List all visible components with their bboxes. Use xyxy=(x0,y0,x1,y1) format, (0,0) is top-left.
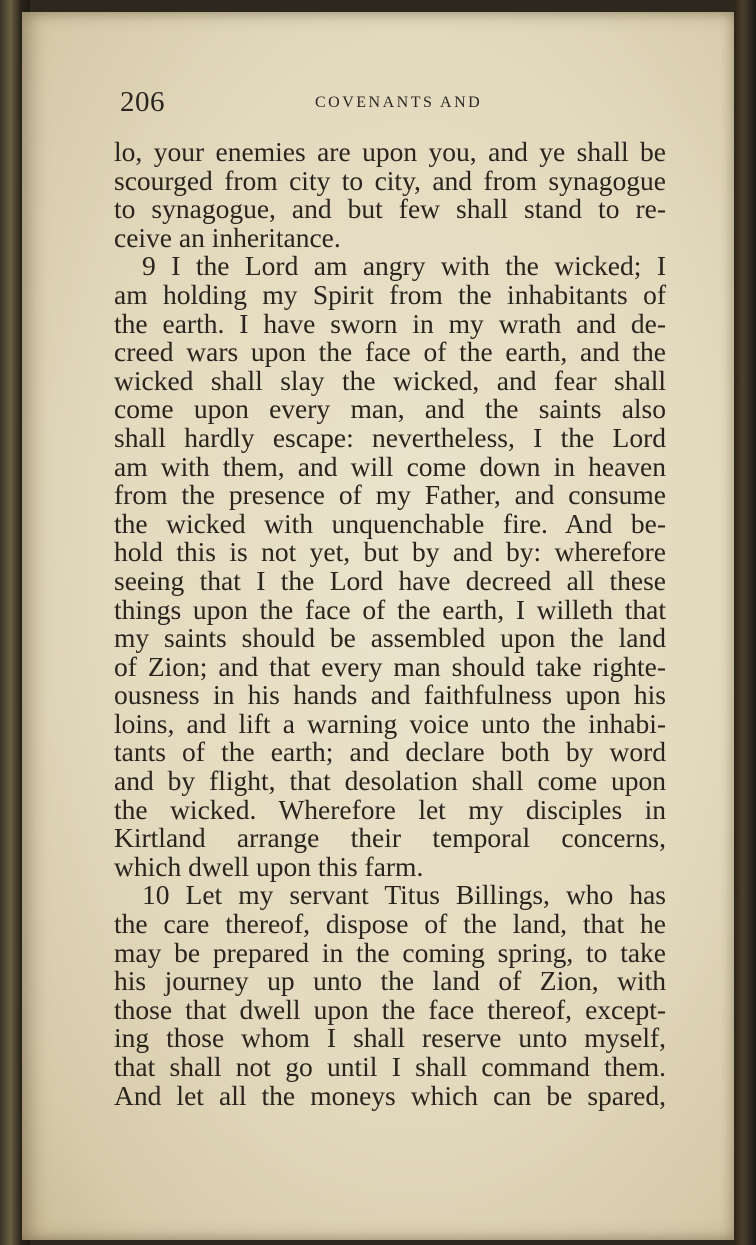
text-line: my saints should be assembled upon the land xyxy=(114,622,666,654)
page-number: 206 xyxy=(120,86,165,118)
text-line: ceive an inheritance. xyxy=(114,221,341,253)
page-header xyxy=(96,86,656,126)
text-line: the wicked. Wherefore let my disciples in xyxy=(114,793,666,825)
text-line: scourged from city to city, and from synagogue xyxy=(114,164,666,196)
text-line: ing those whom I shall reserve unto myself, xyxy=(114,1022,666,1054)
verse-9-start: 9 I the Lord am angry with the wicked; I xyxy=(142,250,666,282)
text-line: of Zion; and that every man should take righte- xyxy=(114,650,666,682)
text-line: am with them, and will come down in heaven xyxy=(114,450,666,482)
text-line: the earth. I have sworn in my wrath and de- xyxy=(114,307,666,339)
text-line: tants of the earth; and declare both by word xyxy=(114,736,666,768)
text-line: shall hardly escape: nevertheless, I the Lord xyxy=(114,421,666,453)
text-line: that shall not go until I shall command them. xyxy=(114,1051,666,1082)
text-line: Kirtland arrange their temporal concerns, xyxy=(114,822,666,854)
text-line: which dwell upon this farm. xyxy=(114,850,424,882)
text-line: the wicked with unquenchable fire. And be- xyxy=(114,507,666,539)
text-line: his journey up unto the land of Zion, with xyxy=(114,965,666,997)
text-line: hold this is not yet, but by and by: wherefore xyxy=(114,536,666,568)
book-right-edge xyxy=(734,0,756,1245)
text-line: may be prepared in the coming spring, to take xyxy=(114,936,666,968)
text-line: the care thereof, dispose of the land, that he xyxy=(114,908,666,940)
text-line: seeing that I the Lord have decreed all these xyxy=(114,564,666,596)
text-line: from the presence of my Father, and consume xyxy=(114,479,666,511)
text-line: come upon every man, and the saints also xyxy=(114,393,666,425)
text-line: creed wars upon the face of the earth, and the xyxy=(114,336,666,368)
text-line: and by flight, that desolation shall come upon xyxy=(114,765,666,797)
text-line: am holding my Spirit from the inhabitants of xyxy=(114,278,666,310)
text-line: to synagogue, and but few shall stand to re- xyxy=(114,193,666,225)
text-line: And let all the moneys which can be spared, xyxy=(114,1079,666,1111)
text-line: ousness in his hands and faithfulness upon his xyxy=(114,679,666,711)
running-head: COVENANTS AND xyxy=(315,94,483,111)
text-line: lo, your enemies are upon you, and ye shall be xyxy=(114,136,666,167)
body-text xyxy=(114,138,666,1110)
text-line: things upon the face of the earth, I willeth that xyxy=(114,593,666,625)
text-line: those that dwell upon the face thereof, except- xyxy=(114,993,666,1025)
verse-10-start: 10 Let my servant Titus Billings, who has xyxy=(142,879,666,911)
text-line: wicked shall slay the wicked, and fear shall xyxy=(114,364,666,396)
text-line: loins, and lift a warning voice unto the inhabi- xyxy=(114,707,666,739)
